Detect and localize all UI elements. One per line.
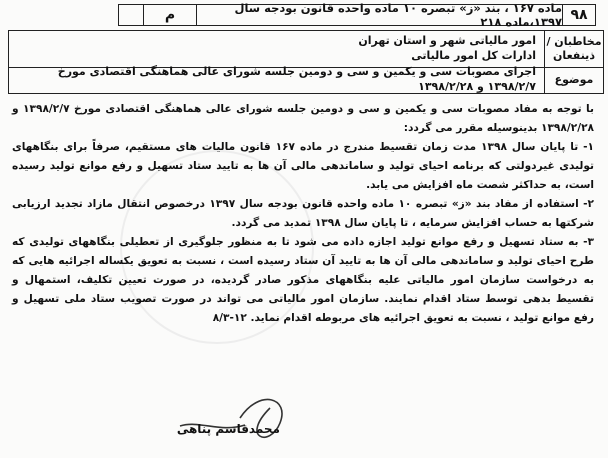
legal-reference: ماده ۱۶۷ ، بند «ز» تبصره ۱۰ ماده واحده قانون بودجه سال ۱۳۹۷،ماده ۲۱۸ <box>196 5 562 25</box>
item-1: ۱- تا پایان سال ۱۳۹۸ مدت زمان تقسیط مندرج در ماده ۱۶۷ قانون مالیات های مستقیم، صرفاً برای بنگاههای تولیدی غیردولتی که برنامه احیای تولید و ساماندهی مالی آن ها به تایید ستاد تسهیل و رفع موانع تولید رسیده است، به حداکثر شصت ماه افزایش می یابد. <box>12 141 594 191</box>
recipient-1: امور مالیاتی شهر و استان تهران <box>358 34 536 48</box>
subject-label: موضوع <box>544 67 603 93</box>
circular-number: ۹۸ <box>562 5 595 25</box>
signatory-name: محمدقاسم پناهی <box>176 422 280 436</box>
circular-body <box>12 100 594 328</box>
recipient-2: ادارات کل امور مالیاتی <box>411 49 536 62</box>
reference-box <box>118 1 596 29</box>
item-2: ۲- استفاده از مفاد بند «ز» تبصره ۱۰ ماده واحده قانون بودجه سال ۱۳۹۷ درخصوص انتقال مازاد تجدید ارزیابی شرکتها به حساب افزایش سرمایه ، تا پایان سال ۱۳۹۸ تمدید می گردد. <box>12 198 594 229</box>
handwritten-signature <box>120 378 340 448</box>
recipients-row <box>9 31 603 68</box>
item-3: ۳- به ستاد تسهیل و رفع موانع تولید اجازه داده می شود تا به منظور جلوگیری از تعطیلی بنگاههای تولیدی که طرح احیای تولید و ساماندهی مالی آن ها به تایید آن ستاد رسیده است ، نسبت به تعویق یکساله اجرائیه هایی که به درخواست سازمان امور مالیاتی علیه بنگاههای مذکور صادر گردیده، در صورت تعیین تکلیف، استمهال و تقسیط بدهی توسط ستاد اقدام نمایند. سازمان امور مالیاتی می تواند در صورت تصویب ستاد ملی تسهیل و رفع موانع تولید ، نسبت به تعویق اجرائیه های مربوطه اقدام نماید. ۱۲-۸/۳ <box>12 236 594 324</box>
subject-text: اجرای مصوبات سی و یکمین و سی و دومین جلسه شورای عالی هماهنگی اقتصادی مورخ ۱۳۹۸/۲/۷ و ۱۳۹۸/۲/۲۸ <box>57 65 536 93</box>
recipients-label: مخاطبان / ذینفعان <box>544 31 603 67</box>
header-table <box>8 30 604 94</box>
intro-paragraph: با توجه به مفاد مصوبات سی و یکمین و سی و دومین جلسه شورای عالی هماهنگی اقتصادی مورخ ۱۳۹۸/۲/۷ و ۱۳۹۸/۲/۲۸ بدینوسیله مقرر می گردد: <box>12 103 595 134</box>
subject-row <box>9 67 603 93</box>
recipients-list <box>9 31 544 67</box>
signature-block <box>120 378 340 448</box>
category-code: م <box>143 5 196 25</box>
empty-cell <box>119 5 143 25</box>
